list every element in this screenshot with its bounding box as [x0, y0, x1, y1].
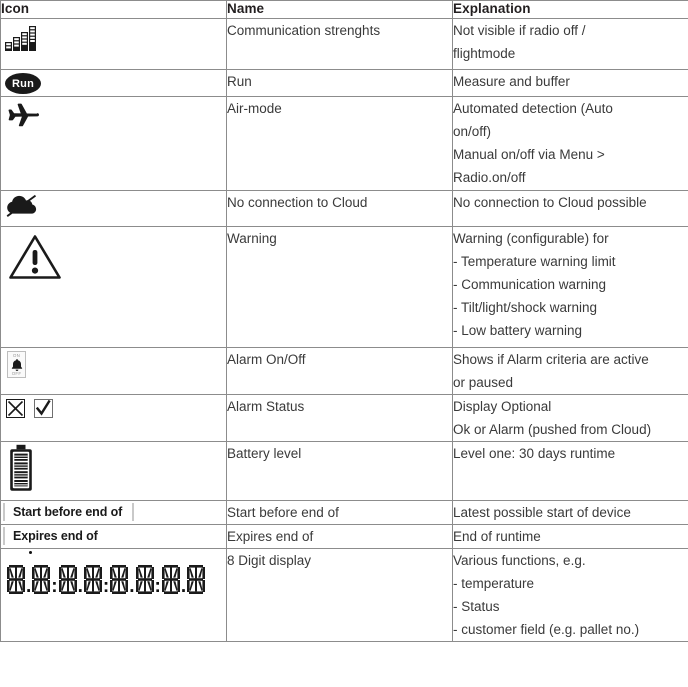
- row-name-text: Alarm On/Off: [227, 352, 306, 367]
- segment-digit: [135, 564, 155, 598]
- icon-cell-airplane: [1, 97, 227, 191]
- explanation-line: flightmode: [453, 46, 516, 61]
- table-row: [1, 70, 688, 97]
- alarm-status-icons: [6, 399, 226, 418]
- table-row: [1, 19, 688, 70]
- table-header-row: [1, 1, 688, 19]
- alarm-bell-icon: [7, 351, 26, 378]
- display-dot-icon: [29, 551, 32, 554]
- table-row: [1, 525, 688, 549]
- row-explanation-cell: [453, 442, 688, 501]
- icon-cell-cloud-off: [1, 191, 227, 227]
- explanation-line: Warning (configurable) for: [453, 231, 609, 246]
- column-header-icon: Icon: [1, 1, 227, 19]
- row-name-text: Air-mode: [227, 101, 282, 116]
- icon-cell-signal-strength: [1, 19, 227, 70]
- bell-glyph: [10, 358, 24, 372]
- explanation-line: Radio.on/off: [453, 170, 526, 185]
- row-name-text: Battery level: [227, 446, 302, 461]
- explanation-line: - Status: [453, 599, 500, 614]
- explanation-line: Automated detection (Auto: [453, 101, 613, 116]
- start-before-end-of-label-icon: Start before end of: [3, 503, 134, 521]
- warning-triangle-icon: [7, 232, 226, 282]
- row-explanation-cell: [453, 70, 688, 97]
- row-explanation-cell: [453, 501, 688, 525]
- row-name-cell: [227, 525, 453, 549]
- segment-digit: [31, 564, 51, 598]
- table-row: [1, 227, 688, 348]
- icon-cell-warning: [1, 227, 227, 348]
- segment-digit: [6, 564, 26, 598]
- icon-cell-expires-end-of: [1, 525, 227, 549]
- row-name-text: 8 Digit display: [227, 553, 312, 568]
- explanation-line: Various functions, e.g.: [453, 553, 586, 568]
- explanation-line: - Tilt/light/shock warning: [453, 300, 598, 315]
- row-name-text: Warning: [227, 231, 277, 246]
- table-row: [1, 348, 688, 395]
- explanation-line: Measure and buffer: [453, 74, 570, 89]
- segment-digit: [58, 564, 78, 598]
- row-name-text: Expires end of: [227, 529, 314, 544]
- row-name-cell: [227, 501, 453, 525]
- row-explanation-cell: [453, 97, 688, 191]
- colon-separator: :: [51, 576, 58, 597]
- airplane-icon: [4, 101, 226, 129]
- decimal-point: .: [77, 576, 83, 597]
- row-explanation-cell: [453, 19, 688, 70]
- battery-level-icon: [8, 444, 226, 492]
- decimal-point: .: [129, 576, 135, 597]
- alarm-cross-icon: [6, 399, 25, 418]
- row-name-cell: [227, 442, 453, 501]
- row-name-cell: [227, 227, 453, 348]
- icon-cell-alarm-bell: [1, 348, 227, 395]
- segment-digit: [161, 564, 181, 598]
- row-explanation-cell: [453, 191, 688, 227]
- row-name-text: Run: [227, 74, 252, 89]
- row-name-text: No connection to Cloud: [227, 195, 368, 210]
- explanation-line: End of runtime: [453, 529, 541, 544]
- colon-separator: :: [102, 576, 110, 597]
- row-explanation-cell: [453, 525, 688, 549]
- row-name-cell: [227, 549, 453, 642]
- explanation-line: - customer field (e.g. pallet no.): [453, 622, 640, 637]
- row-name-cell: [227, 191, 453, 227]
- table-row: [1, 97, 688, 191]
- row-explanation-cell: [453, 549, 688, 642]
- table-row: [1, 191, 688, 227]
- row-name-cell: [227, 395, 453, 442]
- expires-end-of-label-icon: Expires end of: [3, 527, 98, 545]
- row-name-cell: [227, 19, 453, 70]
- row-name-text: Alarm Status: [227, 399, 305, 414]
- explanation-line: No connection to Cloud possible: [453, 195, 647, 210]
- decimal-point: .: [26, 576, 32, 597]
- segment-digit: [186, 564, 206, 598]
- row-name-text: Start before end of: [227, 505, 339, 520]
- run-badge-label: Run: [12, 77, 34, 90]
- signal-strength-icon: [1, 19, 226, 53]
- row-explanation-cell: [453, 227, 688, 348]
- explanation-line: - Temperature warning limit: [453, 254, 616, 269]
- table-row: [1, 395, 688, 442]
- row-name-text: Communication strenghts: [227, 23, 381, 38]
- row-explanation-cell: [453, 395, 688, 442]
- explanation-line: - Low battery warning: [453, 323, 583, 338]
- table-row: [1, 442, 688, 501]
- row-explanation-cell: [453, 348, 688, 395]
- icon-cell-digit-display: [1, 549, 227, 642]
- decimal-point: .: [180, 576, 187, 597]
- explanation-line: Display Optional: [453, 399, 552, 414]
- column-header-explanation: Explanation: [453, 1, 688, 19]
- alarm-off-label: OFF: [11, 371, 22, 376]
- explanation-line: on/off): [453, 124, 492, 139]
- explanation-line: - temperature: [453, 576, 535, 591]
- run-badge-icon: [5, 73, 41, 94]
- row-name-cell: [227, 70, 453, 97]
- table-row: [1, 549, 688, 642]
- icon-cell-start-before-end-of: [1, 501, 227, 525]
- eight-digit-display-icon: [6, 564, 226, 598]
- explanation-line: or paused: [453, 375, 514, 390]
- colon-separator: :: [154, 576, 161, 597]
- cloud-off-icon: [4, 193, 226, 219]
- alarm-on-label: ON: [12, 353, 21, 358]
- explanation-line: Shows if Alarm criteria are active: [453, 352, 649, 367]
- icon-cell-alarm-status: [1, 395, 227, 442]
- column-header-name: Name: [227, 1, 453, 19]
- explanation-line: Not visible if radio off /: [453, 23, 586, 38]
- explanation-line: Level one: 30 days runtime: [453, 446, 616, 461]
- explanation-line: Latest possible start of device: [453, 505, 631, 520]
- table-row: [1, 501, 688, 525]
- row-name-cell: [227, 97, 453, 191]
- row-name-cell: [227, 348, 453, 395]
- explanation-line: Manual on/off via Menu >: [453, 147, 605, 162]
- icon-cell-battery: [1, 442, 227, 501]
- segment-digit: [109, 564, 129, 598]
- alarm-check-icon: [34, 399, 53, 418]
- segment-digit: [83, 564, 103, 598]
- icon-cell-run: [1, 70, 227, 97]
- explanation-line: - Communication warning: [453, 277, 607, 292]
- explanation-line: Ok or Alarm (pushed from Cloud): [453, 422, 652, 437]
